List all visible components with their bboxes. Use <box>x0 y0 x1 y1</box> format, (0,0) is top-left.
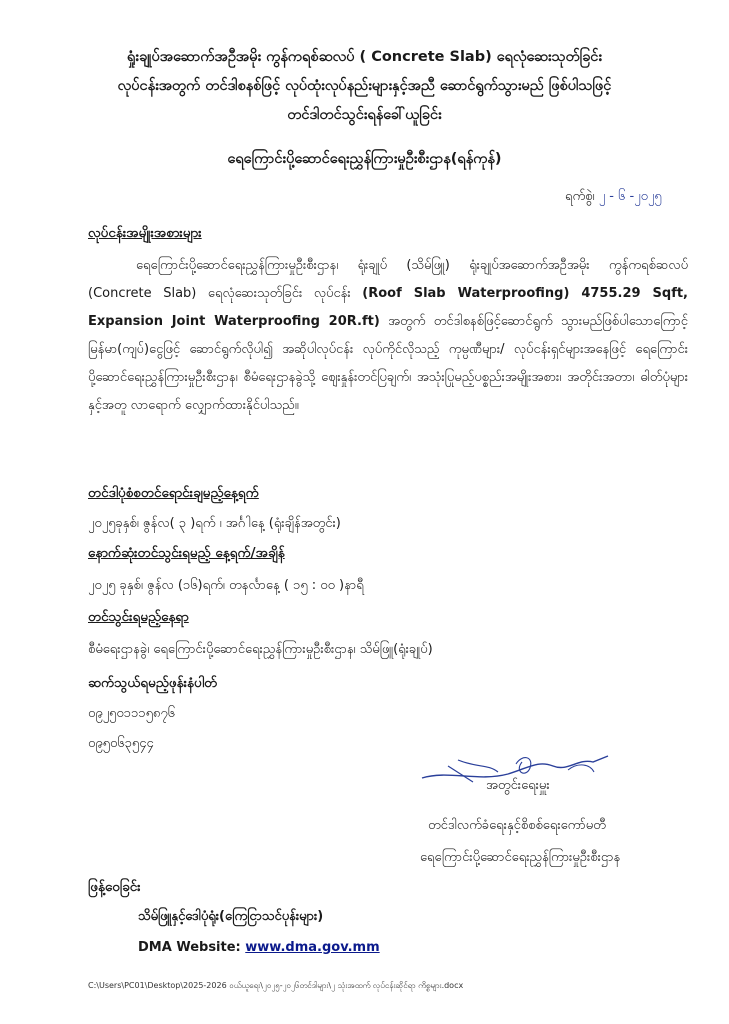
work-description-paragraph <box>88 252 688 420</box>
organization-name: ရေကြောင်းပို့ဆောင်ရေးညွှန်ကြားမှုဦးစီးဌာန(ရန်ကုန်) <box>227 151 502 167</box>
section-heading-work-type: လုပ်ငန်းအမျိုးအစားများ <box>88 225 202 241</box>
website-line <box>138 940 380 955</box>
work-description-text-b: အတွက် တင်ဒါစနစ်ဖြင့်ဆောင်ရွက် သွားမည်ဖြစ်ပါသောကြောင့် မြန်မာ(ကျပ်)ငွေဖြင့် ဆောင်ရွက်လိုပါ၍ အဆိုပါလုပ်ငန်း လုပ်ကိုင်လိုသည့် ကုမ္ပဏီများ/ လုပ်ငန်းရှင်များအနေဖြင့် ရေကြောင်းပို့ဆောင်ရေးညွှန်ကြားမှုဦးစီးဌာန၊ စီမံရေးဌာနခွဲသို့ ဈေးနှုန်းတင်ပြချက်၊ အသုံးပြုမည့်ပစ္စည်းအမျိုးအစား၊ အတိုင်းအတာ၊ ဓါတ်ပုံများနှင့်အတူ လာရောက် လျှောက်ထားနိုင်ပါသည်။ <box>88 314 688 413</box>
phone-number-2: ၀၉၅၀၆၃၅၄၄ <box>88 736 154 751</box>
work-description-text-a: ရေကြောင်းပို့ဆောင်ရေးညွှန်ကြားမှုဦးစီးဌာန၊ ရုံးချုပ် (သိမ်ဖြူ) ရုံးချုပ်အဆောက်အဦအမိုး ကွန်ကရစ်ဆလပ် (Concrete Slab) ရေလုံဆေးသုတ်ခြင်း လုပ်ငန်း <box>88 258 688 301</box>
section-heading-sale-date: တင်ဒါပုံစံစတင်ရောင်းချမည့်နေ့ရက် <box>88 485 259 501</box>
section-heading-contact: ဆက်သွယ်ရမည့်ဖုန်းနံပါတ် <box>88 675 218 691</box>
website-label: DMA Website: <box>138 940 246 955</box>
phone-number-1: ၀၉၂၅၀၁၁၁၅၈၇၆ <box>88 706 175 721</box>
title-line-3: တင်ဒါတင်သွင်းရန်ခေါ်ယူခြင်း <box>287 107 442 123</box>
signatory-committee: တင်ဒါလက်ခံရေးနှင့်စိစစ်ရေးကော်မတီ <box>428 818 606 833</box>
website-link[interactable]: www.dma.gov.mm <box>245 940 380 955</box>
sale-date-value: ၂၀၂၅ခုနှစ်၊ ဇွန်လ( ၃ )ရက် ၊ အင်္ဂါနေ့ (ရုံးချိန်အတွင်း) <box>88 516 341 531</box>
date-value: ၂ - ၆ -၂၀၂၅ <box>598 189 662 204</box>
signatory-department: ရေကြောင်းပို့ဆောင်ရေးညွှန်ကြားမှုဦးစီးဌာန <box>420 850 621 865</box>
work-description-bold: (Roof Slab Waterproofing) 4755.29 Sqft, Expansion Joint Waterproofing 20R.ft) <box>88 286 688 329</box>
section-heading-deadline: နောက်ဆုံးတင်သွင်းရမည့် နေ့ရက်/အချိန် <box>88 545 285 561</box>
file-path-footer: C:\Users\PC01\Desktop\2025-2026 ဝယ်ယူရေး\၂၀၂၅-၂၀၂၆တင်ဒါများ\၂ သုံးအထက် လုပ်ငန်းဆိုင်ရာ ကိစ္စများ.docx <box>88 981 464 990</box>
title-line-1: ရှုံးချုပ်အဆောက်အဦအမိုး ကွန်ကရစ်ဆလပ် ( Concrete Slab) ရေလုံဆေးသုတ်ခြင်း <box>126 49 603 65</box>
section-heading-place: တင်သွင်းရမည့်နေရာ <box>88 609 189 625</box>
date-line <box>565 188 662 207</box>
distribution-label: ဖြန့်ဝေခြင်း <box>88 879 141 895</box>
date-label: ရက်စွဲ၊ <box>565 189 595 204</box>
place-value: စီမံရေးဌာနခွဲ၊ ရေကြောင်းပို့ဆောင်ရေးညွှန်ကြားမှုဦးစီးဌာန၊ သိမ်ဖြူ(ရုံးချုပ်) <box>88 642 433 657</box>
distribution-item: သိမ်ဖြူနှင့်ဒေါပုံရုံး(ကြေငြာသင်ပုန်းများ) <box>138 909 324 924</box>
title-line-2: လုပ်ငန်းအတွက် တင်ဒါစနစ်ဖြင့် လုပ်ထုံးလုပ်နည်းများနှင့်အညီ ဆောင်ရွက်သွားမည် ဖြစ်ပါသဖြင့် <box>117 78 612 94</box>
signatory-title: အတွင်းရေးမှူး <box>486 778 550 793</box>
deadline-value: ၂၀၂၅ ခုနှစ်၊ ဇွန်လ (၁၆)ရက်၊ တနင်္လာနေ့ ( ၁၅ : ၀၀ )နာရီ <box>88 578 364 593</box>
